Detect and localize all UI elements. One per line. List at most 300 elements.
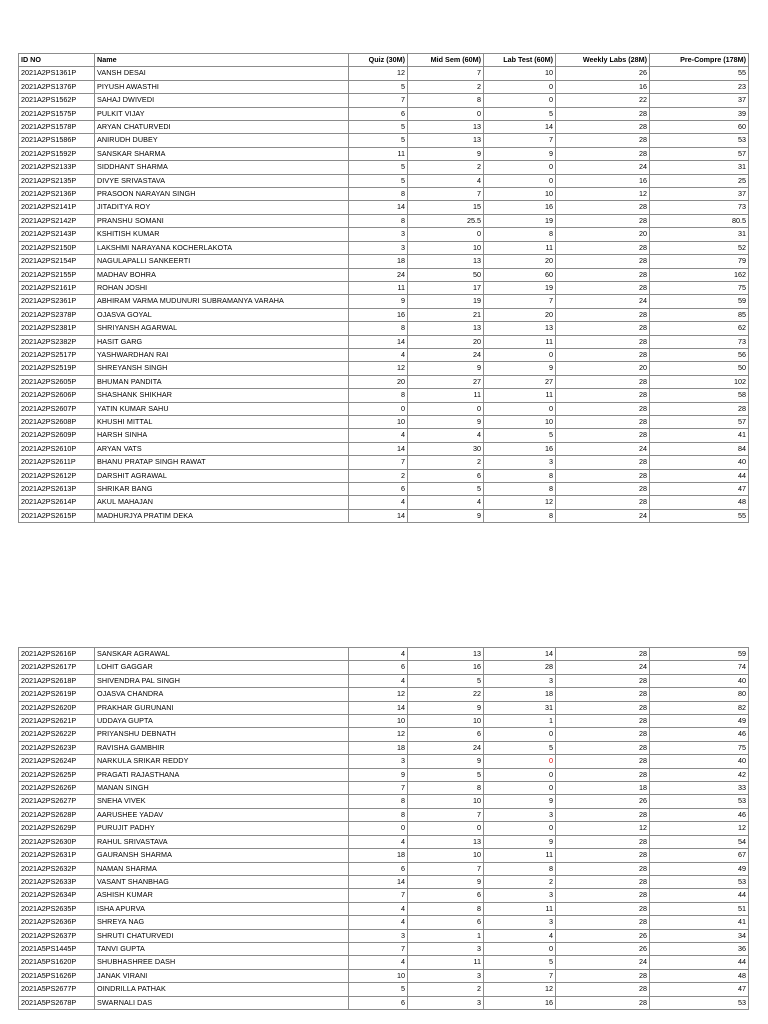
cell-quiz: 0 bbox=[349, 402, 408, 415]
cell-name: SHREYA NAG bbox=[95, 916, 349, 929]
cell-name: BHANU PRATAP SINGH RAWAT bbox=[95, 456, 349, 469]
table-row bbox=[19, 942, 749, 955]
cell-name: BHUMAN PANDITA bbox=[95, 375, 349, 388]
cell-weekly-labs: 28 bbox=[556, 335, 650, 348]
cell-name: ROHAN JOSHI bbox=[95, 281, 349, 294]
header-row bbox=[19, 54, 749, 67]
cell-name: SHRIKAR BANG bbox=[95, 483, 349, 496]
cell-mid-sem: 13 bbox=[408, 255, 484, 268]
cell-quiz: 14 bbox=[349, 442, 408, 455]
cell-quiz: 14 bbox=[349, 335, 408, 348]
cell-weekly-labs: 28 bbox=[556, 916, 650, 929]
cell-lab-test: 11 bbox=[484, 241, 556, 254]
cell-pre-compre: 25 bbox=[650, 174, 749, 187]
cell-quiz: 12 bbox=[349, 728, 408, 741]
table-row bbox=[19, 268, 749, 281]
cell-pre-compre: 57 bbox=[650, 415, 749, 428]
cell-weekly-labs: 26 bbox=[556, 929, 650, 942]
cell-quiz: 3 bbox=[349, 929, 408, 942]
cell-lab-test: 3 bbox=[484, 808, 556, 821]
cell-pre-compre: 31 bbox=[650, 161, 749, 174]
cell-mid-sem: 24 bbox=[408, 741, 484, 754]
cell-mid-sem: 27 bbox=[408, 375, 484, 388]
cell-quiz: 5 bbox=[349, 80, 408, 93]
cell-mid-sem: 10 bbox=[408, 241, 484, 254]
cell-quiz: 14 bbox=[349, 201, 408, 214]
cell-lab-test: 7 bbox=[484, 969, 556, 982]
cell-id-no: 2021A2PS2621P bbox=[19, 715, 95, 728]
cell-weekly-labs: 28 bbox=[556, 469, 650, 482]
cell-name: OJASVA GOYAL bbox=[95, 308, 349, 321]
cell-mid-sem: 4 bbox=[408, 174, 484, 187]
cell-id-no: 2021A2PS1586P bbox=[19, 134, 95, 147]
cell-lab-test: 0 bbox=[484, 174, 556, 187]
cell-name: PRANSHU SOMANI bbox=[95, 214, 349, 227]
cell-pre-compre: 51 bbox=[650, 902, 749, 915]
cell-weekly-labs: 20 bbox=[556, 362, 650, 375]
cell-mid-sem: 9 bbox=[408, 755, 484, 768]
cell-name: AKUL MAHAJAN bbox=[95, 496, 349, 509]
cell-lab-test: 9 bbox=[484, 362, 556, 375]
table-row bbox=[19, 348, 749, 361]
cell-weekly-labs: 28 bbox=[556, 728, 650, 741]
cell-lab-test: 9 bbox=[484, 795, 556, 808]
cell-pre-compre: 47 bbox=[650, 483, 749, 496]
cell-lab-test: 14 bbox=[484, 648, 556, 661]
cell-mid-sem: 6 bbox=[408, 916, 484, 929]
cell-mid-sem: 4 bbox=[408, 429, 484, 442]
table-row bbox=[19, 728, 749, 741]
cell-mid-sem: 7 bbox=[408, 67, 484, 80]
cell-quiz: 6 bbox=[349, 862, 408, 875]
cell-pre-compre: 48 bbox=[650, 496, 749, 509]
cell-lab-test: 16 bbox=[484, 996, 556, 1009]
cell-weekly-labs: 28 bbox=[556, 147, 650, 160]
cell-weekly-labs: 28 bbox=[556, 214, 650, 227]
table-row bbox=[19, 661, 749, 674]
cell-mid-sem: 9 bbox=[408, 147, 484, 160]
cell-quiz: 10 bbox=[349, 715, 408, 728]
cell-lab-test: 0 bbox=[484, 348, 556, 361]
cell-quiz: 8 bbox=[349, 795, 408, 808]
cell-lab-test: 5 bbox=[484, 107, 556, 120]
cell-mid-sem: 50 bbox=[408, 268, 484, 281]
cell-pre-compre: 73 bbox=[650, 201, 749, 214]
cell-pre-compre: 37 bbox=[650, 188, 749, 201]
cell-id-no: 2021A2PS2626P bbox=[19, 782, 95, 795]
cell-name: PRAGATI RAJASTHANA bbox=[95, 768, 349, 781]
cell-name: HARSH SINHA bbox=[95, 429, 349, 442]
cell-name: SANSKAR SHARMA bbox=[95, 147, 349, 160]
cell-name: OJASVA CHANDRA bbox=[95, 688, 349, 701]
cell-lab-test: 12 bbox=[484, 496, 556, 509]
cell-lab-test: 0 bbox=[484, 80, 556, 93]
cell-lab-test: 16 bbox=[484, 442, 556, 455]
cell-lab-test: 0 bbox=[484, 755, 556, 768]
cell-id-no: 2021A2PS2610P bbox=[19, 442, 95, 455]
cell-pre-compre: 82 bbox=[650, 701, 749, 714]
header-quiz: Quiz (30M) bbox=[349, 54, 408, 67]
cell-mid-sem: 13 bbox=[408, 648, 484, 661]
cell-quiz: 3 bbox=[349, 755, 408, 768]
cell-lab-test: 0 bbox=[484, 782, 556, 795]
cell-lab-test: 3 bbox=[484, 674, 556, 687]
cell-weekly-labs: 28 bbox=[556, 889, 650, 902]
cell-lab-test: 8 bbox=[484, 509, 556, 522]
cell-pre-compre: 59 bbox=[650, 648, 749, 661]
cell-name: OINDRILLA PATHAK bbox=[95, 983, 349, 996]
cell-mid-sem: 0 bbox=[408, 228, 484, 241]
cell-id-no: 2021A2PS2381P bbox=[19, 322, 95, 335]
cell-weekly-labs: 26 bbox=[556, 67, 650, 80]
table-row bbox=[19, 674, 749, 687]
cell-name: ANIRUDH DUBEY bbox=[95, 134, 349, 147]
cell-id-no: 2021A2PS1592P bbox=[19, 147, 95, 160]
cell-weekly-labs: 28 bbox=[556, 241, 650, 254]
header-name: Name bbox=[95, 54, 349, 67]
cell-quiz: 5 bbox=[349, 161, 408, 174]
cell-mid-sem: 2 bbox=[408, 983, 484, 996]
cell-quiz: 16 bbox=[349, 308, 408, 321]
cell-id-no: 2021A2PS2632P bbox=[19, 862, 95, 875]
cell-pre-compre: 162 bbox=[650, 268, 749, 281]
cell-quiz: 4 bbox=[349, 835, 408, 848]
cell-weekly-labs: 28 bbox=[556, 456, 650, 469]
cell-name: AARUSHEE YADAV bbox=[95, 808, 349, 821]
cell-mid-sem: 3 bbox=[408, 942, 484, 955]
cell-id-no: 2021A2PS2517P bbox=[19, 348, 95, 361]
cell-pre-compre: 40 bbox=[650, 674, 749, 687]
cell-weekly-labs: 28 bbox=[556, 849, 650, 862]
cell-id-no: 2021A2PS2382P bbox=[19, 335, 95, 348]
cell-id-no: 2021A2PS2154P bbox=[19, 255, 95, 268]
cell-lab-test: 5 bbox=[484, 956, 556, 969]
cell-id-no: 2021A5PS1445P bbox=[19, 942, 95, 955]
cell-id-no: 2021A2PS2135P bbox=[19, 174, 95, 187]
table-row bbox=[19, 147, 749, 160]
cell-lab-test: 0 bbox=[484, 94, 556, 107]
cell-id-no: 2021A2PS1578P bbox=[19, 121, 95, 134]
cell-weekly-labs: 28 bbox=[556, 268, 650, 281]
table-row bbox=[19, 94, 749, 107]
cell-name: PRASOON NARAYAN SINGH bbox=[95, 188, 349, 201]
cell-weekly-labs: 28 bbox=[556, 902, 650, 915]
cell-lab-test: 27 bbox=[484, 375, 556, 388]
table-row bbox=[19, 281, 749, 294]
cell-quiz: 6 bbox=[349, 661, 408, 674]
cell-lab-test: 8 bbox=[484, 483, 556, 496]
header-id: ID NO bbox=[19, 54, 95, 67]
cell-quiz: 10 bbox=[349, 415, 408, 428]
cell-id-no: 2021A2PS2615P bbox=[19, 509, 95, 522]
cell-id-no: 2021A2PS2150P bbox=[19, 241, 95, 254]
cell-pre-compre: 37 bbox=[650, 94, 749, 107]
table-row bbox=[19, 295, 749, 308]
cell-id-no: 2021A2PS2143P bbox=[19, 228, 95, 241]
cell-pre-compre: 44 bbox=[650, 469, 749, 482]
cell-pre-compre: 23 bbox=[650, 80, 749, 93]
cell-id-no: 2021A2PS2629P bbox=[19, 822, 95, 835]
cell-pre-compre: 12 bbox=[650, 822, 749, 835]
table-row bbox=[19, 415, 749, 428]
cell-pre-compre: 44 bbox=[650, 889, 749, 902]
cell-id-no: 2021A2PS1562P bbox=[19, 94, 95, 107]
cell-weekly-labs: 28 bbox=[556, 496, 650, 509]
cell-id-no: 2021A2PS2628P bbox=[19, 808, 95, 821]
table-row bbox=[19, 648, 749, 661]
cell-name: MADHAV BOHRA bbox=[95, 268, 349, 281]
cell-lab-test: 11 bbox=[484, 902, 556, 915]
cell-id-no: 2021A2PS2608P bbox=[19, 415, 95, 428]
cell-mid-sem: 2 bbox=[408, 80, 484, 93]
cell-id-no: 2021A2PS2605P bbox=[19, 375, 95, 388]
cell-weekly-labs: 28 bbox=[556, 107, 650, 120]
cell-lab-test: 7 bbox=[484, 134, 556, 147]
cell-lab-test: 9 bbox=[484, 147, 556, 160]
cell-lab-test: 0 bbox=[484, 822, 556, 835]
cell-quiz: 4 bbox=[349, 956, 408, 969]
cell-id-no: 2021A2PS1575P bbox=[19, 107, 95, 120]
table-row bbox=[19, 916, 749, 929]
cell-pre-compre: 74 bbox=[650, 661, 749, 674]
cell-pre-compre: 67 bbox=[650, 849, 749, 862]
cell-lab-test: 0 bbox=[484, 161, 556, 174]
cell-weekly-labs: 28 bbox=[556, 835, 650, 848]
table-row bbox=[19, 389, 749, 402]
cell-pre-compre: 46 bbox=[650, 808, 749, 821]
cell-quiz: 7 bbox=[349, 456, 408, 469]
cell-weekly-labs: 28 bbox=[556, 648, 650, 661]
cell-name: TANVI GUPTA bbox=[95, 942, 349, 955]
cell-weekly-labs: 16 bbox=[556, 80, 650, 93]
cell-id-no: 2021A2PS2613P bbox=[19, 483, 95, 496]
cell-quiz: 18 bbox=[349, 255, 408, 268]
table-row bbox=[19, 201, 749, 214]
cell-mid-sem: 3 bbox=[408, 996, 484, 1009]
cell-lab-test: 0 bbox=[484, 402, 556, 415]
cell-quiz: 5 bbox=[349, 983, 408, 996]
cell-lab-test: 11 bbox=[484, 849, 556, 862]
cell-lab-test: 20 bbox=[484, 255, 556, 268]
cell-quiz: 10 bbox=[349, 969, 408, 982]
cell-mid-sem: 25.5 bbox=[408, 214, 484, 227]
cell-mid-sem: 6 bbox=[408, 889, 484, 902]
cell-mid-sem: 9 bbox=[408, 509, 484, 522]
cell-name: NAMAN SHARMA bbox=[95, 862, 349, 875]
cell-mid-sem: 13 bbox=[408, 134, 484, 147]
table-row bbox=[19, 121, 749, 134]
cell-pre-compre: 60 bbox=[650, 121, 749, 134]
cell-quiz: 8 bbox=[349, 214, 408, 227]
cell-lab-test: 19 bbox=[484, 214, 556, 227]
cell-mid-sem: 0 bbox=[408, 402, 484, 415]
cell-weekly-labs: 24 bbox=[556, 442, 650, 455]
table-row bbox=[19, 795, 749, 808]
cell-name: JITADITYA ROY bbox=[95, 201, 349, 214]
table-row bbox=[19, 808, 749, 821]
table-row bbox=[19, 322, 749, 335]
cell-quiz: 4 bbox=[349, 916, 408, 929]
cell-quiz: 0 bbox=[349, 822, 408, 835]
cell-pre-compre: 102 bbox=[650, 375, 749, 388]
cell-weekly-labs: 28 bbox=[556, 862, 650, 875]
cell-pre-compre: 41 bbox=[650, 429, 749, 442]
cell-id-no: 2021A2PS2616P bbox=[19, 648, 95, 661]
cell-mid-sem: 9 bbox=[408, 701, 484, 714]
cell-pre-compre: 50 bbox=[650, 362, 749, 375]
cell-id-no: 2021A2PS2636P bbox=[19, 916, 95, 929]
cell-id-no: 2021A2PS2361P bbox=[19, 295, 95, 308]
cell-pre-compre: 75 bbox=[650, 741, 749, 754]
cell-lab-test: 4 bbox=[484, 929, 556, 942]
cell-pre-compre: 62 bbox=[650, 322, 749, 335]
cell-weekly-labs: 28 bbox=[556, 389, 650, 402]
cell-id-no: 2021A2PS2612P bbox=[19, 469, 95, 482]
cell-id-no: 2021A2PS2637P bbox=[19, 929, 95, 942]
cell-quiz: 11 bbox=[349, 147, 408, 160]
marks-table-top bbox=[18, 53, 749, 523]
cell-weekly-labs: 28 bbox=[556, 255, 650, 268]
cell-name: SHIVENDRA PAL SINGH bbox=[95, 674, 349, 687]
cell-name: SHUBHASHREE DASH bbox=[95, 956, 349, 969]
cell-name: UDDAYA GUPTA bbox=[95, 715, 349, 728]
cell-weekly-labs: 28 bbox=[556, 322, 650, 335]
cell-weekly-labs: 12 bbox=[556, 822, 650, 835]
cell-lab-test: 2 bbox=[484, 875, 556, 888]
cell-quiz: 11 bbox=[349, 281, 408, 294]
cell-name: ABHIRAM VARMA MUDUNURI SUBRAMANYA VARAHA bbox=[95, 295, 349, 308]
cell-quiz: 8 bbox=[349, 322, 408, 335]
cell-id-no: 2021A2PS2611P bbox=[19, 456, 95, 469]
cell-name: RAVISHA GAMBHIR bbox=[95, 741, 349, 754]
cell-quiz: 8 bbox=[349, 389, 408, 402]
table-row bbox=[19, 429, 749, 442]
cell-weekly-labs: 28 bbox=[556, 715, 650, 728]
cell-weekly-labs: 18 bbox=[556, 782, 650, 795]
cell-id-no: 2021A2PS2617P bbox=[19, 661, 95, 674]
cell-name: PIYUSH AWASTHI bbox=[95, 80, 349, 93]
table-row bbox=[19, 469, 749, 482]
table-row bbox=[19, 983, 749, 996]
marks-table-bottom bbox=[18, 647, 749, 1010]
cell-quiz: 14 bbox=[349, 701, 408, 714]
cell-mid-sem: 6 bbox=[408, 728, 484, 741]
cell-id-no: 2021A2PS2378P bbox=[19, 308, 95, 321]
cell-name: RAHUL SRIVASTAVA bbox=[95, 835, 349, 848]
cell-mid-sem: 8 bbox=[408, 902, 484, 915]
cell-name: SHRUTI CHATURVEDI bbox=[95, 929, 349, 942]
cell-mid-sem: 7 bbox=[408, 188, 484, 201]
cell-name: YASHWARDHAN RAI bbox=[95, 348, 349, 361]
cell-pre-compre: 53 bbox=[650, 875, 749, 888]
cell-pre-compre: 53 bbox=[650, 996, 749, 1009]
cell-quiz: 12 bbox=[349, 67, 408, 80]
cell-weekly-labs: 24 bbox=[556, 509, 650, 522]
table-row bbox=[19, 996, 749, 1009]
header-lab-test: Lab Test (60M) bbox=[484, 54, 556, 67]
cell-mid-sem: 7 bbox=[408, 862, 484, 875]
cell-lab-test: 10 bbox=[484, 67, 556, 80]
cell-quiz: 2 bbox=[349, 469, 408, 482]
cell-pre-compre: 48 bbox=[650, 969, 749, 982]
cell-lab-test: 11 bbox=[484, 389, 556, 402]
cell-mid-sem: 1 bbox=[408, 929, 484, 942]
cell-pre-compre: 53 bbox=[650, 795, 749, 808]
cell-pre-compre: 31 bbox=[650, 228, 749, 241]
cell-pre-compre: 53 bbox=[650, 134, 749, 147]
cell-name: PRAKHAR GURUNANI bbox=[95, 701, 349, 714]
cell-lab-test: 0 bbox=[484, 728, 556, 741]
cell-id-no: 2021A2PS2627P bbox=[19, 795, 95, 808]
cell-name: SAHAJ DWIVEDI bbox=[95, 94, 349, 107]
cell-pre-compre: 54 bbox=[650, 835, 749, 848]
cell-name: SHRIYANSH AGARWAL bbox=[95, 322, 349, 335]
cell-name: SANSKAR AGRAWAL bbox=[95, 648, 349, 661]
cell-mid-sem: 21 bbox=[408, 308, 484, 321]
cell-name: PRIYANSHU DEBNATH bbox=[95, 728, 349, 741]
cell-quiz: 4 bbox=[349, 674, 408, 687]
cell-name: SHASHANK SHIKHAR bbox=[95, 389, 349, 402]
cell-name: GAURANSH SHARMA bbox=[95, 849, 349, 862]
cell-mid-sem: 13 bbox=[408, 121, 484, 134]
cell-mid-sem: 0 bbox=[408, 822, 484, 835]
cell-mid-sem: 5 bbox=[408, 768, 484, 781]
cell-mid-sem: 17 bbox=[408, 281, 484, 294]
cell-id-no: 2021A2PS1361P bbox=[19, 67, 95, 80]
cell-lab-test: 18 bbox=[484, 688, 556, 701]
cell-name: LAKSHMI NARAYANA KOCHERLAKOTA bbox=[95, 241, 349, 254]
table-row bbox=[19, 929, 749, 942]
cell-mid-sem: 8 bbox=[408, 94, 484, 107]
cell-pre-compre: 55 bbox=[650, 67, 749, 80]
cell-mid-sem: 13 bbox=[408, 835, 484, 848]
cell-name: HASIT GARG bbox=[95, 335, 349, 348]
cell-lab-test: 12 bbox=[484, 983, 556, 996]
table-row bbox=[19, 241, 749, 254]
cell-lab-test: 28 bbox=[484, 661, 556, 674]
table-row bbox=[19, 822, 749, 835]
cell-id-no: 2021A2PS2633P bbox=[19, 875, 95, 888]
cell-id-no: 2021A2PS2606P bbox=[19, 389, 95, 402]
cell-mid-sem: 15 bbox=[408, 201, 484, 214]
cell-quiz: 9 bbox=[349, 295, 408, 308]
cell-name: PULKIT VIJAY bbox=[95, 107, 349, 120]
cell-name: NAGULAPALLI SANKEERTI bbox=[95, 255, 349, 268]
cell-weekly-labs: 24 bbox=[556, 956, 650, 969]
cell-name: SHREYANSH SINGH bbox=[95, 362, 349, 375]
cell-mid-sem: 30 bbox=[408, 442, 484, 455]
cell-mid-sem: 24 bbox=[408, 348, 484, 361]
cell-mid-sem: 11 bbox=[408, 956, 484, 969]
cell-quiz: 8 bbox=[349, 808, 408, 821]
cell-name: ARYAN VATS bbox=[95, 442, 349, 455]
table-row bbox=[19, 969, 749, 982]
cell-lab-test: 60 bbox=[484, 268, 556, 281]
cell-lab-test: 9 bbox=[484, 835, 556, 848]
cell-name: SNEHA VIVEK bbox=[95, 795, 349, 808]
cell-quiz: 4 bbox=[349, 429, 408, 442]
table-row bbox=[19, 174, 749, 187]
cell-pre-compre: 79 bbox=[650, 255, 749, 268]
cell-mid-sem: 16 bbox=[408, 661, 484, 674]
cell-quiz: 20 bbox=[349, 375, 408, 388]
cell-name: MADHURJYA PRATIM DEKA bbox=[95, 509, 349, 522]
table-row bbox=[19, 755, 749, 768]
cell-id-no: 2021A2PS1376P bbox=[19, 80, 95, 93]
cell-name: VANSH DESAI bbox=[95, 67, 349, 80]
cell-quiz: 6 bbox=[349, 107, 408, 120]
cell-quiz: 12 bbox=[349, 362, 408, 375]
